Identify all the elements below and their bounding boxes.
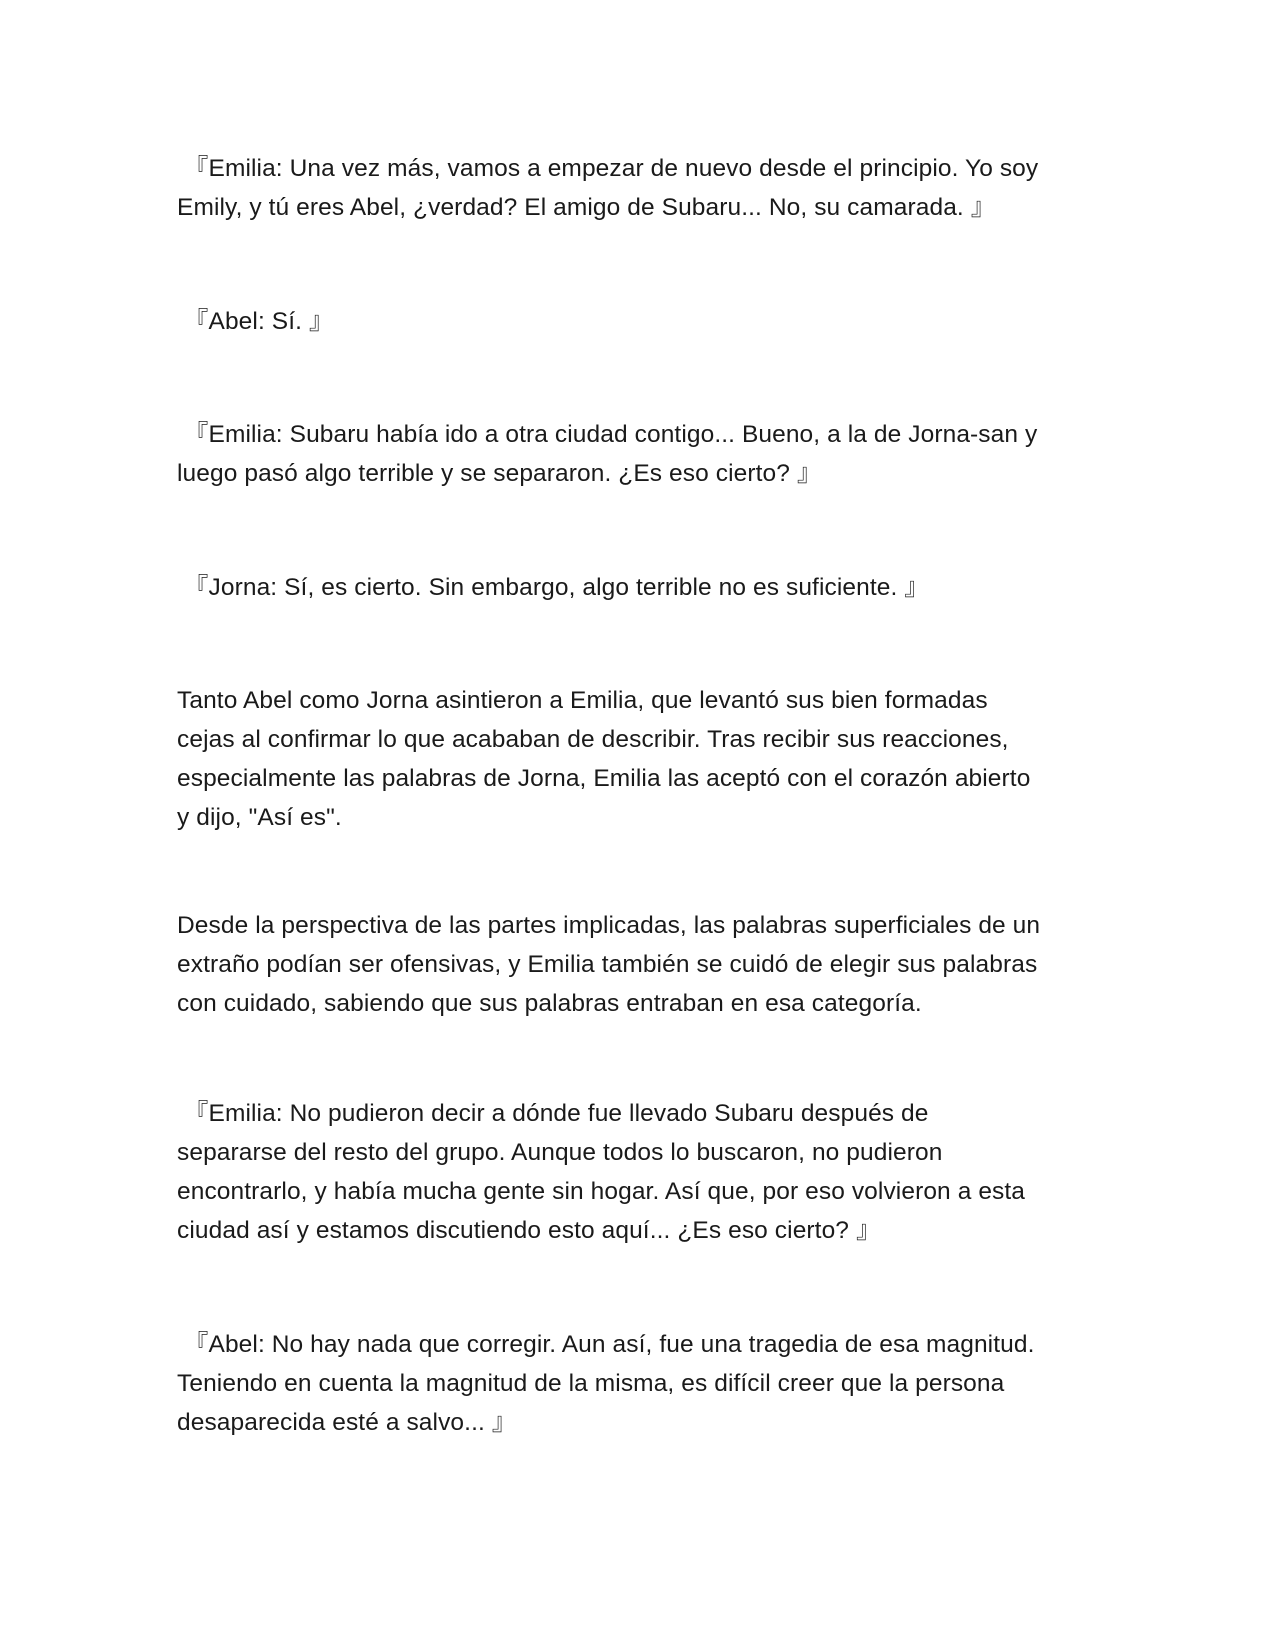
- text-line: 『Abel: Sí. 』: [177, 308, 334, 335]
- text-line: con cuidado, sabiendo que sus palabras entraban en esa categoría.: [177, 990, 922, 1017]
- text-line: luego pasó algo terrible y se separaron. ¿Es eso cierto? 』: [177, 460, 822, 487]
- text-line: extraño podían ser ofensivas, y Emilia también se cuidó de elegir sus palabras: [177, 951, 1038, 978]
- text-line: 『Abel: No hay nada que corregir. Aun así, fue una tragedia de esa magnitud.: [177, 1331, 1035, 1358]
- narration-paragraph: [177, 906, 1107, 1023]
- text-line: separarse del resto del grupo. Aunque todos lo buscaron, no pudieron: [177, 1139, 943, 1166]
- dialogue-paragraph: [177, 302, 1107, 341]
- dialogue-paragraph: [177, 1325, 1107, 1442]
- text-line: Teniendo en cuenta la magnitud de la misma, es difícil creer que la persona: [177, 1370, 1005, 1397]
- text-line: Emily, y tú eres Abel, ¿verdad? El amigo de Subaru... No, su camarada. 』: [177, 194, 996, 221]
- dialogue-paragraph: [177, 568, 1107, 607]
- text-line: 『Emilia: Una vez más, vamos a empezar de nuevo desde el principio. Yo soy: [177, 155, 1039, 182]
- text-line: y dijo, "Así es".: [177, 804, 342, 831]
- dialogue-paragraph: [177, 415, 1107, 493]
- text-line: especialmente las palabras de Jorna, Emilia las aceptó con el corazón abierto: [177, 765, 1031, 792]
- dialogue-paragraph: [177, 149, 1107, 227]
- narration-paragraph: [177, 681, 1107, 837]
- text-line: Tanto Abel como Jorna asintieron a Emilia, que levantó sus bien formadas: [177, 687, 988, 714]
- text-line: cejas al confirmar lo que acababan de describir. Tras recibir sus reacciones,: [177, 726, 1009, 753]
- text-line: encontrarlo, y había mucha gente sin hogar. Así que, por eso volvieron a esta: [177, 1178, 1026, 1205]
- text-line: desaparecida esté a salvo... 』: [177, 1409, 517, 1436]
- text-line: Desde la perspectiva de las partes implicadas, las palabras superficiales de un: [177, 912, 1041, 939]
- text-line: ciudad así y estamos discutiendo esto aquí... ¿Es eso cierto? 』: [177, 1217, 881, 1244]
- dialogue-paragraph: [177, 1094, 1107, 1250]
- text-line: 『Emilia: Subaru había ido a otra ciudad contigo... Bueno, a la de Jorna-san y: [177, 421, 1038, 448]
- text-line: 『Emilia: No pudieron decir a dónde fue llevado Subaru después de: [177, 1100, 929, 1127]
- text-line: 『Jorna: Sí, es cierto. Sin embargo, algo terrible no es suficiente. 』: [177, 574, 929, 601]
